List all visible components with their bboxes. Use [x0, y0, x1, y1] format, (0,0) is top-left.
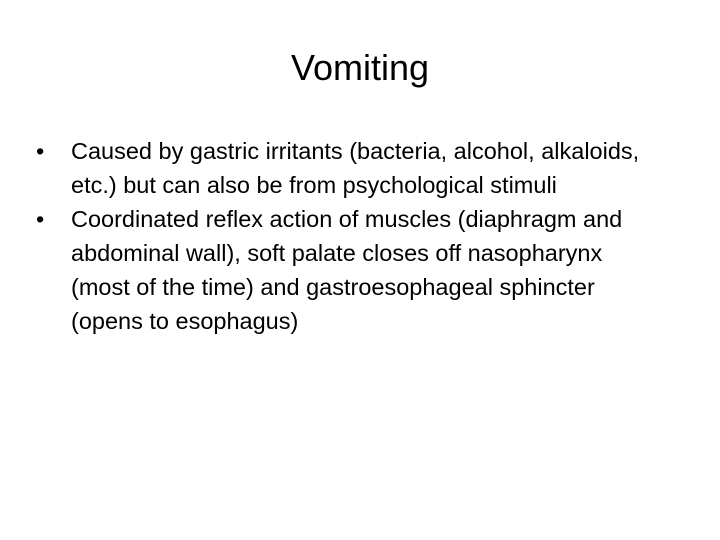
bullet-marker: • — [36, 138, 45, 164]
bullet-text: Caused by gastric irritants (bacteria, alcohol, alkaloids, etc.) but can also be from psychological stimuli — [71, 138, 640, 198]
bullet-text: Coordinated reflex action of muscles (diaphragm and abdominal wall), soft palate closes off nasopharynx (most of the time) and gastroesophageal sphincter (opens to esophagus) — [71, 206, 623, 334]
bullet-marker: • — [36, 206, 45, 232]
bullet-item — [36, 202, 666, 338]
slide-title: Vomiting — [290, 47, 430, 88]
bullet-item — [36, 134, 666, 202]
bullet-list — [36, 134, 666, 338]
